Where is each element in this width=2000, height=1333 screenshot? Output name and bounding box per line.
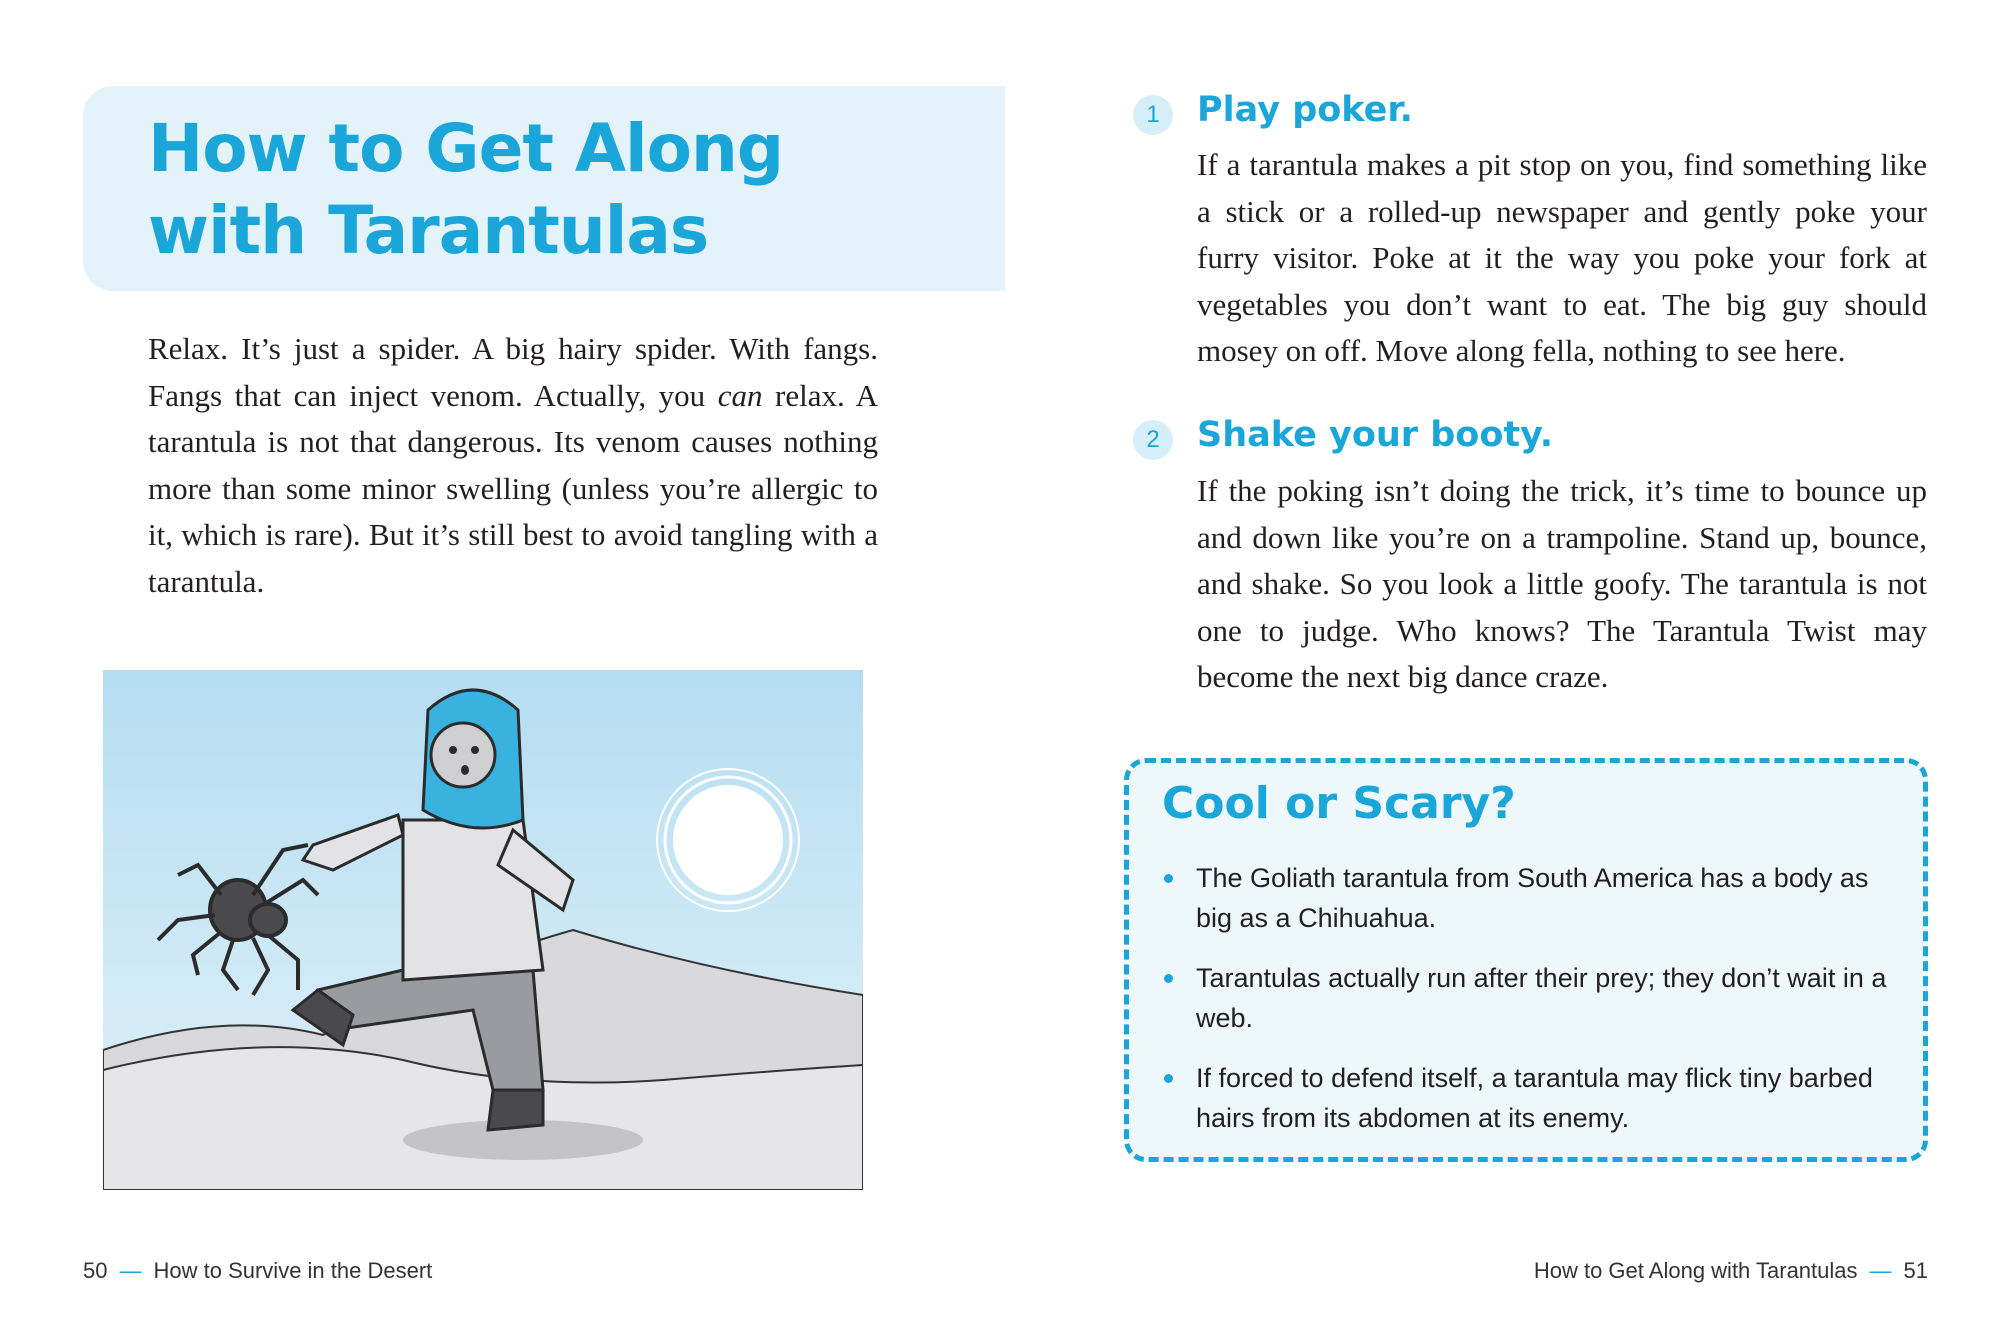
bullet-icon [1164, 1074, 1173, 1083]
sidebar-title: Cool or Scary? [1162, 778, 1516, 829]
fact-item: The Goliath tarantula from South America has a body as big as a Chihuahua. [1162, 858, 1902, 938]
tarantula-illustration [103, 670, 863, 1190]
sun-icon [657, 769, 799, 911]
folio-dash: — [119, 1258, 142, 1283]
fact-item: Tarantulas actually run after their prey; they don’t wait in a web. [1162, 958, 1902, 1038]
step-body-2: If the poking isn’t doing the trick, it’s time to bounce up and down like you’re on a trampoline. Stand up, bounce, and shake. So you look a little goofy. The tarantula is not one to judge. Who knows? The Tarantula Twist may become the next big dance craze. [1197, 473, 1927, 694]
step-body-1: If a tarantula makes a pit stop on you, find something like a stick or a rolled-up newspaper and gently poke your furry visitor. Poke at it the way you poke your fork at vegetables you don’t want to eat. The big guy should mosey on off. Move along fella, nothing to see here. [1197, 147, 1927, 368]
step-title-2: Shake your booty. [1197, 415, 1553, 455]
fact-item: If forced to defend itself, a tarantula may flick tiny barbed hairs from its abdomen at its enemy. [1162, 1058, 1902, 1138]
left-folio [83, 1258, 432, 1284]
folio-dash: — [1869, 1258, 1892, 1283]
bullet-icon [1164, 874, 1173, 883]
page-title-line2: with Tarantulas [148, 192, 709, 269]
page-title-line1: How to Get Along [148, 110, 784, 187]
page-number-left: 50 [83, 1258, 108, 1283]
step-title-1: Play poker. [1197, 90, 1413, 130]
right-folio [1534, 1258, 1928, 1284]
page-number-right: 51 [1903, 1258, 1928, 1283]
fact-list [1162, 858, 1902, 1158]
left-running-head: How to Survive in the Desert [153, 1258, 433, 1283]
right-running-head: How to Get Along with Tarantulas [1533, 1258, 1858, 1283]
bullet-icon [1164, 974, 1173, 983]
emphasis-can: can [717, 377, 763, 413]
step-number-1: 1 [1133, 95, 1173, 135]
step-number-2: 2 [1133, 420, 1173, 460]
page-title [148, 108, 968, 272]
intro-paragraph: Relax. It’s just a spider. A big hairy spider. With fangs. Fangs that can inject venom. Actually, you can relax. A tarantula is not that dangerous. Its venom causes nothing more than some minor swelling (unless you’re allergic to it, which is rare). But it’s still best to avoid tangling with a tarantula. [148, 331, 878, 599]
